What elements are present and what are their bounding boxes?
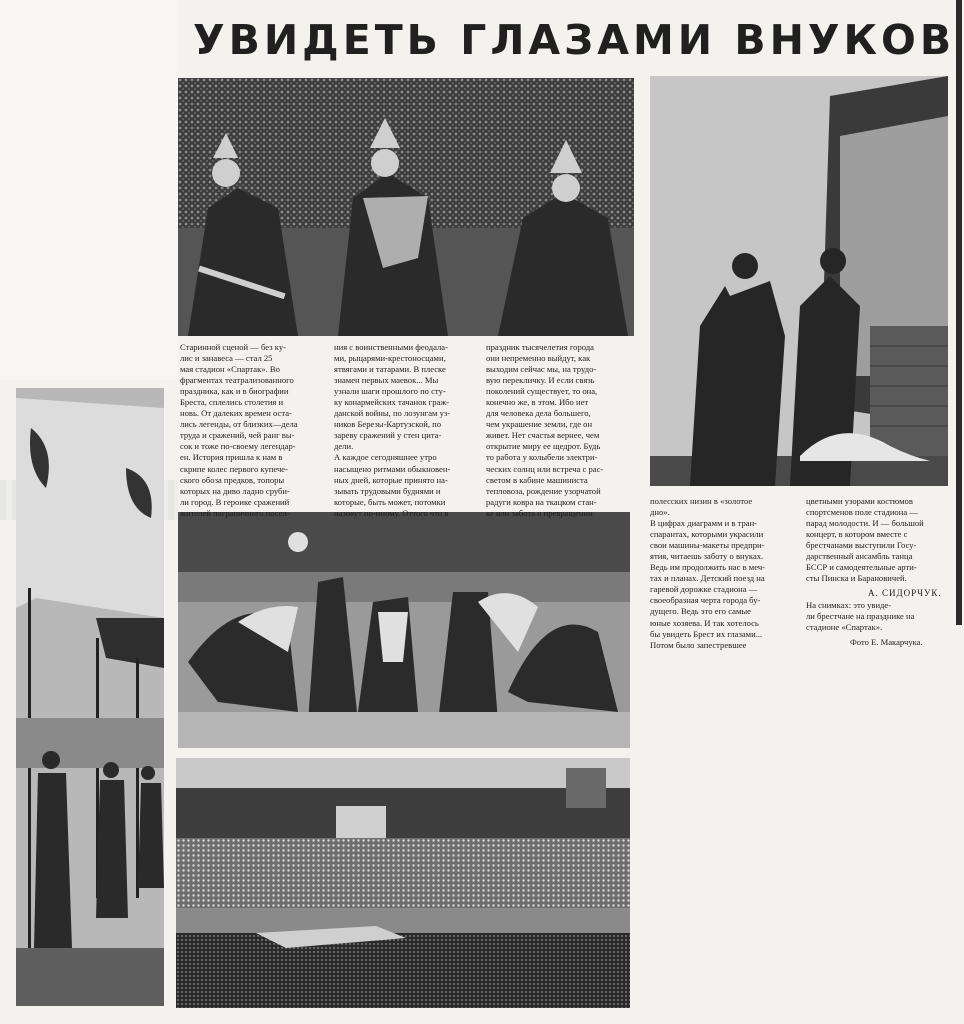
article-column-4: полесских низин в «золотое дно». В цифрах диаграмм и в тран- спарантах, которыми украсили свои машины-макеты предпри- ятия, читаешь заботу о внуках. Ведь им продолжить нас в меч- тах и планах. Детский поезд на гаревой дорожке стадиона — своеобразная черта города бу- дущего. Ведь это его самые юные хозяева. И так хотелось бы увидеть Брест их глазами... Потом было запестревшее: [650, 496, 766, 650]
page-margin: [0, 0, 178, 380]
article-column-1: Старинной сценой — без ку- лис и занавеса — стал 25 мая стадион «Спартак». Во фрагментах театрализованного праздника, как и в биографии Бреста, сплелись столетия и новь. От далеких времен оста- лись легенды, от близких—дела труда и сражений, чей ранг вы- сок и тоже по-своему легендар- ен. История пришла к нам в скрипе колес первого купече- ского обоза предков, топоры которых на диво ладно сруби- ли город. В героике сражений жителей пограничного посел-: [180, 342, 298, 518]
photo-caption: На снимках: это увиде- ли брестчане на празднике на стадионе «Спартак».: [806, 600, 915, 633]
article-column-3: праздник тысячелетия города они непременно выйдут, как выходим сейчас мы, на трудо- вую перекличку. И если связь поколений существует, то она, конечно же, в этом. Ибо нет для человека дела большего, чем украшение земли, где он живет. Нет счастья вернее, чем открытие миру ее щедрот. Будь то работа у колыбели электри- ческих солнц или встреча с рас- светом в кабине машиниста тепловоза, рождение узорчатой радуги ковра на ткацком стан- ке или забота о превращении: [486, 342, 604, 518]
article-headline: УВИДЕТЬ ГЛАЗАМИ ВНУКОВ: [193, 16, 956, 64]
article-column-5: цветными узорами костюмов спортсменов поле стадиона — парад молодости. И — большой концерт, в котором вместе с брестчанами выступили Госу- дарственный ансамбль танца БССР и самодеятельные арти- сты Пинска и Барановичей.: [806, 496, 924, 584]
photo-wall-scene: [650, 76, 948, 486]
photo-dancers: [178, 512, 630, 748]
photo-stadium-parade: [176, 758, 630, 1008]
author-signature: А. СИДОРЧУК.: [868, 588, 942, 598]
photo-credit: Фото Е. Макарчука.: [850, 637, 923, 647]
column-rule: [956, 0, 962, 625]
article-column-2: ния с воинственными феодала- ми, рыцарями-крестоносцами, ятвягами и татарами. В плеске знамен первых маевок... Мы узнали шаги прошлого по сту- ку конармейских тачанок граж- данской войны, по лозунгам уз- ников Березы-Картузской, по зареву сражений у стен цита- дели. А каждое сегодняшнее утро насыщено ритмами обыкновен- ных дней, которые принято на- зывать трудовыми буднями и которые, быть может, потомки назовут по-иному. Оттого что в: [334, 342, 451, 518]
photo-flag-bearers: [16, 388, 164, 1006]
photo-knights: [178, 78, 634, 336]
